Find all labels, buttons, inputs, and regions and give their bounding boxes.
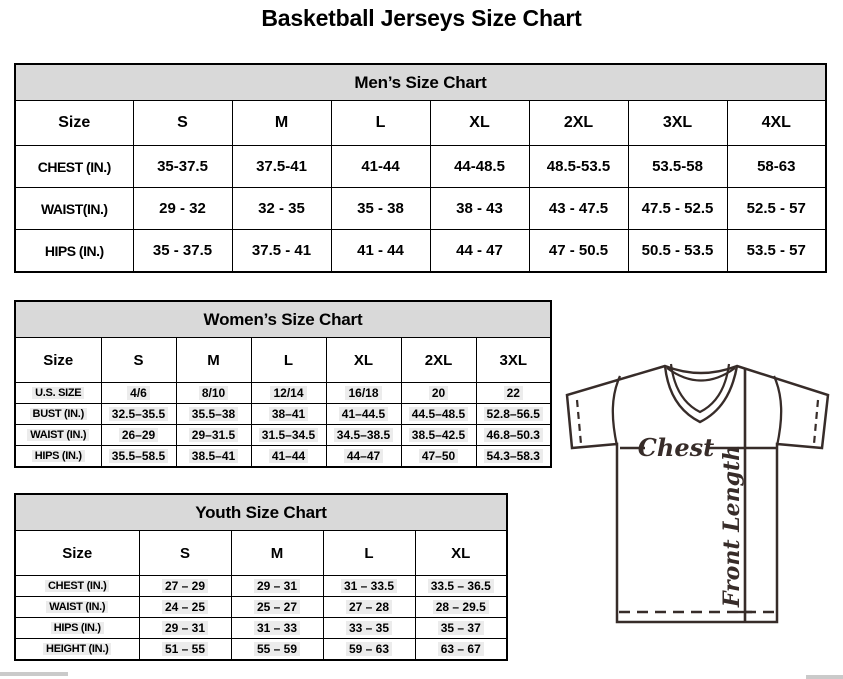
- youth-size-cell: [139, 576, 231, 597]
- youth-size-value: 27 – 28: [346, 600, 392, 614]
- women-size-value: 31.5–34.5: [259, 428, 318, 442]
- youth-size-cell: [139, 597, 231, 618]
- women-size-value: 38.5–42.5: [409, 428, 468, 442]
- women-size-cell: [401, 383, 476, 404]
- youth-size-value: 24 – 25: [162, 600, 208, 614]
- men-size-cell: [727, 230, 826, 273]
- women-table-row: [15, 383, 551, 404]
- men-size-value: 53.5-58: [652, 158, 703, 175]
- women-column-header-s: S: [101, 338, 176, 383]
- youth-size-cell: [139, 639, 231, 661]
- men-row-label: [15, 146, 133, 188]
- jersey-measurement-diagram: [558, 356, 842, 648]
- women-size-cell: [101, 404, 176, 425]
- men-size-value: 53.5 - 57: [746, 242, 806, 259]
- women-size-cell: [176, 446, 251, 468]
- right-armhole-seam: [774, 376, 781, 446]
- men-size-value: 41-44: [361, 158, 400, 175]
- youth-size-value: 59 – 63: [346, 642, 392, 656]
- men-size-cell: [529, 146, 628, 188]
- men-size-cell: [331, 230, 430, 273]
- women-size-value: 41–44: [269, 449, 308, 463]
- men-row-label-text: WAIST(IN.): [40, 200, 108, 217]
- youth-size-value: 35 – 37: [438, 621, 484, 635]
- horizontal-scrollbar-fragment-right[interactable]: [806, 675, 843, 679]
- women-table-caption: [15, 301, 551, 338]
- right-cuff-stitching: [814, 400, 818, 444]
- womens-size-table: [14, 300, 552, 468]
- men-size-value: 37.5-41: [256, 158, 307, 175]
- men-size-value: 47 - 50.5: [548, 242, 609, 259]
- women-size-value: 4/6: [127, 386, 150, 400]
- youth-size-cell: [323, 618, 415, 639]
- youth-size-value: 55 – 59: [254, 642, 300, 656]
- men-column-header-2xl: 2XL: [529, 101, 628, 146]
- youth-size-cell: [415, 639, 507, 661]
- women-size-value: 22: [504, 386, 523, 400]
- men-row-label-text: HIPS (IN.): [44, 242, 104, 259]
- men-column-header-s: S: [133, 101, 232, 146]
- men-size-value: 32 - 35: [258, 200, 305, 217]
- youth-column-header-m: M: [231, 531, 323, 576]
- women-row-label: [15, 383, 101, 404]
- women-size-cell: [476, 383, 551, 404]
- women-size-cell: [101, 425, 176, 446]
- mens-size-table: [14, 63, 827, 273]
- men-size-value: 35 - 37.5: [152, 242, 213, 259]
- women-column-header-3xl: 3XL: [476, 338, 551, 383]
- women-size-value: 38–41: [269, 407, 308, 421]
- women-size-cell: [326, 383, 401, 404]
- women-size-value: 29–31.5: [189, 428, 238, 442]
- women-caption-text: Women’s Size Chart: [203, 309, 363, 329]
- jersey-outline: [567, 366, 828, 622]
- page-title: Basketball Jerseys Size Chart: [261, 5, 582, 31]
- women-row-label-text: U.S. SIZE: [32, 387, 84, 399]
- men-size-value: 47.5 - 52.5: [641, 200, 714, 217]
- women-column-header-m: M: [176, 338, 251, 383]
- youth-row-label-text: HIPS (IN.): [51, 622, 104, 634]
- men-size-cell: [232, 146, 331, 188]
- youth-size-value: 28 – 29.5: [433, 600, 489, 614]
- men-size-cell: [430, 188, 529, 230]
- youth-size-cell: [415, 618, 507, 639]
- men-size-value: 50.5 - 53.5: [641, 242, 714, 259]
- youth-column-header-s: S: [139, 531, 231, 576]
- men-size-value: 44-48.5: [454, 158, 505, 175]
- women-size-cell: [251, 425, 326, 446]
- women-row-label-text: WAIST (IN.): [27, 429, 89, 441]
- men-size-value: 48.5-53.5: [546, 158, 611, 175]
- men-size-value: 58-63: [757, 158, 796, 175]
- women-size-value: 44–47: [344, 449, 383, 463]
- women-size-value: 41–44.5: [339, 407, 388, 421]
- youth-size-cell: [231, 618, 323, 639]
- youth-size-cell: [323, 639, 415, 661]
- women-size-cell: [176, 383, 251, 404]
- youth-size-cell: [231, 597, 323, 618]
- women-size-value: 38.5–41: [189, 449, 238, 463]
- left-armhole-seam: [613, 376, 620, 446]
- women-size-cell: [326, 446, 401, 468]
- chest-label: Chest: [637, 433, 715, 462]
- men-size-value: 38 - 43: [456, 200, 503, 217]
- men-size-value: 35 - 38: [357, 200, 404, 217]
- youth-table-row: [15, 618, 507, 639]
- women-size-value: 47–50: [419, 449, 458, 463]
- men-row-label-text: CHEST (IN.): [37, 158, 111, 175]
- youth-caption-text: Youth Size Chart: [195, 502, 327, 522]
- men-size-cell: [133, 230, 232, 273]
- women-size-value: 35.5–38: [189, 407, 238, 421]
- men-size-value: 29 - 32: [159, 200, 206, 217]
- women-row-label: [15, 446, 101, 468]
- youth-size-cell: [415, 576, 507, 597]
- women-size-cell: [176, 425, 251, 446]
- women-size-cell: [251, 404, 326, 425]
- youth-row-label: [15, 576, 139, 597]
- youth-column-header-xl: XL: [415, 531, 507, 576]
- women-size-cell: [401, 446, 476, 468]
- women-size-value: 46.8–50.3: [484, 428, 543, 442]
- men-size-value: 44 - 47: [456, 242, 503, 259]
- women-row-label-text: HIPS (IN.): [32, 450, 85, 462]
- men-column-header-3xl: 3XL: [628, 101, 727, 146]
- women-size-cell: [326, 425, 401, 446]
- youth-size-value: 29 – 31: [254, 579, 300, 593]
- youth-size-value: 63 – 67: [438, 642, 484, 656]
- men-size-value: 43 - 47.5: [548, 200, 609, 217]
- youth-size-cell: [231, 639, 323, 661]
- men-column-header-l: L: [331, 101, 430, 146]
- men-size-cell: [529, 230, 628, 273]
- men-row-label: [15, 230, 133, 273]
- women-size-value: 26–29: [119, 428, 158, 442]
- women-row-label-text: BUST (IN.): [30, 408, 87, 420]
- left-cuff-stitching: [577, 400, 581, 444]
- men-size-value: 41 - 44: [357, 242, 404, 259]
- women-size-cell: [326, 404, 401, 425]
- youth-table-row: [15, 639, 507, 661]
- youth-column-header-l: L: [323, 531, 415, 576]
- women-table-row: [15, 404, 551, 425]
- youth-row-label-text: CHEST (IN.): [45, 580, 109, 592]
- women-size-cell: [176, 404, 251, 425]
- men-column-header-m: M: [232, 101, 331, 146]
- women-size-cell: [401, 425, 476, 446]
- women-size-value: 20: [429, 386, 448, 400]
- youth-table-caption: [15, 494, 507, 531]
- youth-size-value: 29 – 31: [162, 621, 208, 635]
- men-column-header-xl: XL: [430, 101, 529, 146]
- women-column-header-l: L: [251, 338, 326, 383]
- youth-size-value: 51 – 55: [162, 642, 208, 656]
- men-size-cell: [331, 146, 430, 188]
- men-size-cell: [628, 230, 727, 273]
- women-size-value: 52.8–56.5: [484, 407, 543, 421]
- youth-row-label: [15, 639, 139, 661]
- women-size-value: 34.5–38.5: [334, 428, 393, 442]
- men-size-cell: [628, 146, 727, 188]
- women-row-label: [15, 404, 101, 425]
- youth-row-label: [15, 618, 139, 639]
- men-column-header-4xl: 4XL: [727, 101, 826, 146]
- women-size-value: 16/18: [345, 386, 381, 400]
- men-size-cell: [133, 146, 232, 188]
- men-table-row: [15, 188, 826, 230]
- youth-size-cell: [415, 597, 507, 618]
- women-size-cell: [476, 446, 551, 468]
- youth-size-value: 33 – 35: [346, 621, 392, 635]
- women-row-label: [15, 425, 101, 446]
- men-size-cell: [331, 188, 430, 230]
- women-table-row: [15, 425, 551, 446]
- women-column-header-2xl: 2XL: [401, 338, 476, 383]
- youth-size-value: 31 – 33: [254, 621, 300, 635]
- men-size-value: 37.5 - 41: [251, 242, 312, 259]
- youth-size-table: [14, 493, 508, 661]
- youth-row-label: [15, 597, 139, 618]
- men-size-cell: [232, 230, 331, 273]
- youth-size-value: 31 – 33.5: [341, 579, 397, 593]
- men-size-cell: [430, 146, 529, 188]
- women-size-value: 44.5–48.5: [409, 407, 468, 421]
- youth-table-row: [15, 597, 507, 618]
- men-size-cell: [232, 188, 331, 230]
- youth-size-cell: [231, 576, 323, 597]
- men-size-cell: [430, 230, 529, 273]
- men-size-cell: [727, 188, 826, 230]
- youth-size-cell: [323, 576, 415, 597]
- women-size-cell: [401, 404, 476, 425]
- men-caption-text: Men’s Size Chart: [354, 72, 487, 92]
- men-size-value: 35-37.5: [157, 158, 208, 175]
- women-size-value: 8/10: [199, 386, 228, 400]
- youth-column-header-size: Size: [15, 531, 139, 576]
- youth-size-value: 33.5 – 36.5: [428, 579, 494, 593]
- youth-row-label-text: WAIST (IN.): [46, 601, 108, 613]
- youth-size-cell: [323, 597, 415, 618]
- men-table-row: [15, 146, 826, 188]
- youth-table-row: [15, 576, 507, 597]
- women-size-cell: [476, 425, 551, 446]
- men-size-cell: [727, 146, 826, 188]
- women-size-value: 35.5–58.5: [109, 449, 168, 463]
- youth-size-cell: [139, 618, 231, 639]
- women-column-header-xl: XL: [326, 338, 401, 383]
- women-size-cell: [251, 446, 326, 468]
- front-length-label: Front Length: [719, 444, 745, 608]
- men-table-caption: [15, 64, 826, 101]
- youth-row-label-text: HEIGHT (IN.): [43, 643, 111, 655]
- men-size-cell: [133, 188, 232, 230]
- men-size-value: 52.5 - 57: [746, 200, 806, 217]
- men-column-header-size: Size: [15, 101, 133, 146]
- men-size-cell: [628, 188, 727, 230]
- women-size-cell: [476, 404, 551, 425]
- women-size-cell: [101, 383, 176, 404]
- women-size-value: 32.5–35.5: [109, 407, 168, 421]
- women-size-value: 54.3–58.3: [484, 449, 543, 463]
- youth-size-value: 25 – 27: [254, 600, 300, 614]
- women-column-header-size: Size: [15, 338, 101, 383]
- men-size-cell: [529, 188, 628, 230]
- women-size-cell: [101, 446, 176, 468]
- women-table-row: [15, 446, 551, 468]
- women-size-value: 12/14: [270, 386, 306, 400]
- horizontal-scrollbar-fragment-left[interactable]: [0, 672, 68, 676]
- youth-size-value: 27 – 29: [162, 579, 208, 593]
- women-size-cell: [251, 383, 326, 404]
- men-table-row: [15, 230, 826, 273]
- men-row-label: [15, 188, 133, 230]
